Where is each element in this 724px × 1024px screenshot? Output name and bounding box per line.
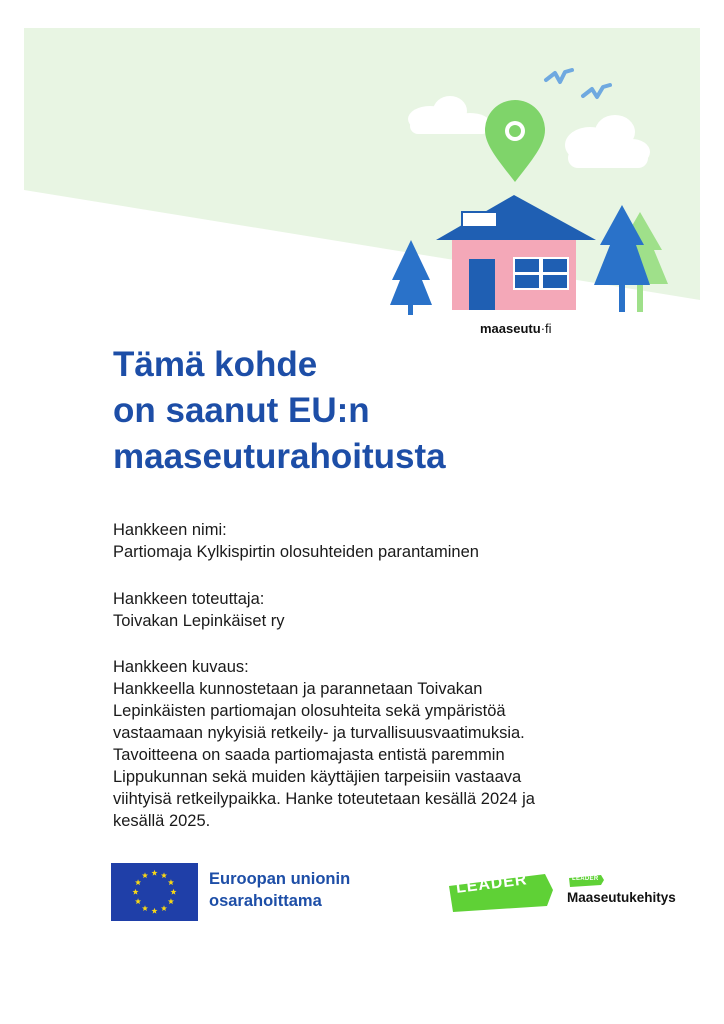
project-description-section [113, 656, 683, 832]
description-line: kesällä 2025. [113, 812, 211, 830]
eu-flag-icon [111, 863, 198, 921]
headline-line-3: maaseuturahoitusta [113, 437, 446, 476]
headline-line-2: on saanut EU:n [113, 391, 370, 430]
maaseutukehitys-text: Maaseutukehitys [567, 890, 676, 905]
hero-illustration [0, 0, 724, 320]
description-line: viihtyisä retkeilypaikka. Hanke toteutetaan kesällä 2024 ja [113, 790, 535, 808]
headline-line-1: Tämä kohde [113, 345, 318, 384]
description-line: vastaamaan nykyisiä retkeily- ja turvallisuusvaatimuksia. [113, 724, 525, 742]
project-name-label: Hankkeen nimi: [113, 521, 227, 539]
eu-text-line-2: osarahoittama [209, 892, 322, 910]
leader-small-text: LEADER [572, 876, 599, 882]
eu-cofinanced-text [209, 868, 350, 912]
description-line: Tavoitteena on saada partiomajasta entistä paremmin [113, 746, 505, 764]
leader-logo-text: LEADER [455, 871, 529, 897]
project-description-label: Hankkeen kuvaus: [113, 658, 249, 676]
description-line: Lepinkäisten partiomajan olosuhteita sekä ympäristöä [113, 702, 506, 720]
project-implementer-section [113, 588, 683, 632]
eu-text-line-1: Euroopan unionin [209, 870, 351, 888]
project-name-section [113, 519, 683, 563]
maaseutu-brand: maaseutu·fi [480, 321, 552, 336]
project-implementer-value: Toivakan Lepinkäiset ry [113, 612, 285, 630]
project-implementer-label: Hankkeen toteuttaja: [113, 590, 265, 608]
description-line: Lippukunnan sekä muiden käyttäjien tarpeisiin vastaava [113, 768, 522, 786]
headline [113, 342, 673, 480]
project-name-value: Partiomaja Kylkispirtin olosuhteiden parantaminen [113, 543, 479, 561]
description-line: Hankkeella kunnostetaan ja parannetaan Toivakan [113, 680, 483, 698]
